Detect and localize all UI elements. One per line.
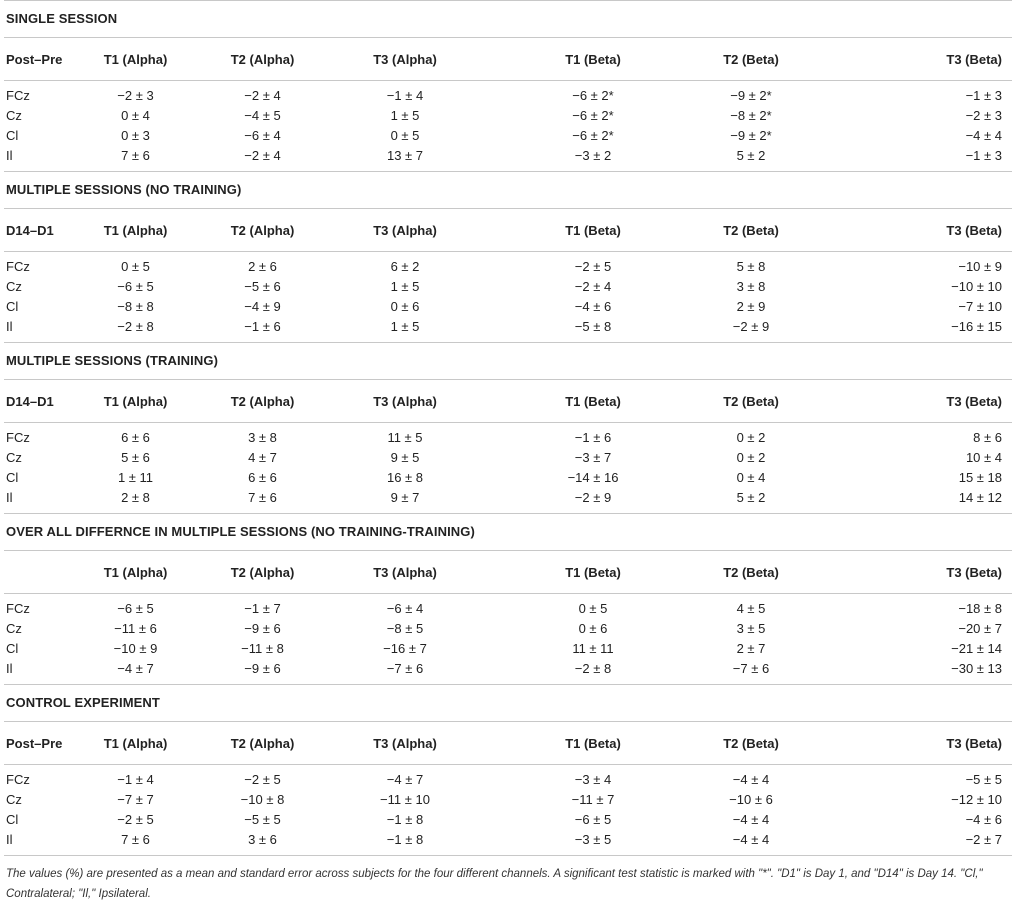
column-header: T1 (Beta)	[565, 393, 621, 409]
column-header: T1 (Alpha)	[103, 51, 168, 67]
table-body	[4, 252, 1012, 342]
table-body	[4, 765, 1012, 855]
table-cell: −18 ± 8	[958, 601, 1002, 616]
table-cell: −6 ± 5	[574, 812, 612, 827]
table-row	[4, 277, 1012, 297]
channel-label: Cl	[6, 470, 19, 485]
section-title: SINGLE SESSION	[6, 11, 118, 26]
table-row	[4, 468, 1012, 488]
column-header-row	[4, 380, 1012, 422]
section-title: OVER ALL DIFFERNCE IN MULTIPLE SESSIONS (NO TRAINING-TRAINING)	[6, 524, 475, 539]
column-header: T3 (Beta)	[946, 51, 1002, 67]
table-row	[4, 86, 1012, 106]
column-header: T2 (Beta)	[723, 564, 779, 580]
table-cell: −7 ± 7	[117, 792, 154, 807]
table-cell: 7 ± 6	[121, 148, 150, 163]
table-cell: −6 ± 5	[117, 601, 154, 616]
table-cell: 0 ± 6	[390, 299, 420, 314]
table-cell: 11 ± 5	[387, 430, 423, 445]
table-cell: −10 ± 10	[951, 279, 1002, 294]
table-cell: −1 ± 3	[965, 148, 1002, 163]
column-header: T2 (Beta)	[723, 735, 779, 751]
table-cell: −2 ± 5	[244, 772, 281, 787]
table-cell: 0 ± 3	[121, 128, 150, 143]
table-sections	[4, 0, 1012, 856]
column-header: T2 (Beta)	[723, 393, 779, 409]
table-cell: 5 ± 6	[121, 450, 150, 465]
table-cell: −11 ± 7	[571, 792, 615, 807]
column-header: T3 (Alpha)	[373, 393, 437, 409]
channel-label: Cl	[6, 128, 19, 143]
table-cell: −1 ± 8	[386, 812, 424, 827]
column-header: T3 (Alpha)	[373, 735, 437, 751]
column-header: Post–Pre	[6, 51, 63, 67]
channel-label: FCz	[6, 430, 30, 445]
table-cell: 1 ± 5	[390, 108, 420, 123]
table-cell: −2 ± 9	[732, 319, 770, 334]
channel-label: Cl	[6, 812, 19, 827]
table-cell: 0 ± 6	[578, 621, 608, 636]
channel-label: FCz	[6, 88, 30, 103]
table-cell: −9 ± 2*	[730, 88, 772, 103]
column-header-row	[4, 38, 1012, 80]
column-header: T3 (Alpha)	[373, 564, 437, 580]
table-cell: −5 ± 5	[244, 812, 281, 827]
table-cell: 14 ± 12	[958, 490, 1002, 505]
table-cell: −10 ± 9	[958, 259, 1002, 274]
column-header: T1 (Alpha)	[103, 564, 168, 580]
table-cell: −30 ± 13	[951, 661, 1002, 676]
table-cell: −4 ± 7	[386, 772, 424, 787]
channel-label: Cz	[6, 279, 22, 294]
column-header: T3 (Beta)	[946, 564, 1002, 580]
table-cell: −4 ± 6	[965, 812, 1002, 827]
table-cell: 1 ± 5	[390, 279, 420, 294]
table-cell: −2 ± 7	[965, 832, 1002, 847]
column-header: T1 (Beta)	[565, 735, 621, 751]
column-header: T2 (Beta)	[723, 51, 779, 67]
table-cell: −3 ± 2	[574, 148, 612, 163]
table-cell: −8 ± 5	[386, 621, 424, 636]
table-cell: −2 ± 4	[574, 279, 612, 294]
table-cell: −6 ± 4	[386, 601, 424, 616]
table-cell: −10 ± 8	[240, 792, 285, 807]
table-cell: −1 ± 7	[244, 601, 281, 616]
channel-label: Cz	[6, 108, 22, 123]
table-cell: 4 ± 5	[736, 601, 766, 616]
table-cell: −7 ± 10	[958, 299, 1002, 314]
table-section	[4, 0, 1012, 171]
table-cell: −14 ± 16	[567, 470, 619, 485]
column-header: T1 (Alpha)	[103, 393, 168, 409]
table-cell: 5 ± 8	[736, 259, 766, 274]
column-header: T2 (Alpha)	[230, 564, 295, 580]
table-cell: −3 ± 7	[574, 450, 612, 465]
table-cell: −8 ± 8	[117, 299, 154, 314]
channel-label: Cl	[6, 299, 19, 314]
table-cell: 16 ± 8	[386, 470, 424, 485]
table-cell: 6 ± 6	[121, 430, 150, 445]
table-cell: 3 ± 8	[736, 279, 766, 294]
column-header-row	[4, 209, 1012, 251]
table-cell: −4 ± 4	[732, 812, 770, 827]
channel-label: Il	[6, 490, 13, 505]
table-cell: −16 ± 7	[383, 641, 427, 656]
table-cell: −9 ± 6	[244, 621, 281, 636]
table-cell: −5 ± 5	[965, 772, 1002, 787]
table-cell: −4 ± 4	[732, 832, 770, 847]
table-row	[4, 790, 1012, 810]
column-header: T1 (Beta)	[565, 564, 621, 580]
table-cell: −4 ± 6	[574, 299, 612, 314]
table-body	[4, 594, 1012, 684]
table-cell: 11 ± 11	[572, 641, 614, 656]
table-cell: −2 ± 4	[244, 88, 281, 103]
table-cell: 2 ± 6	[248, 259, 277, 274]
column-header: D14–D1	[6, 393, 54, 409]
table-section	[4, 171, 1012, 342]
table-cell: 6 ± 6	[248, 470, 277, 485]
table-cell: 0 ± 5	[121, 259, 150, 274]
column-header-row	[4, 722, 1012, 764]
table-cell: −4 ± 9	[244, 299, 281, 314]
column-header: T3 (Beta)	[946, 735, 1002, 751]
table-cell: 2 ± 7	[736, 641, 766, 656]
column-header: D14–D1	[6, 222, 54, 238]
table-cell: −11 ± 6	[114, 621, 157, 636]
table-cell: −7 ± 6	[732, 661, 770, 676]
table-cell: −4 ± 5	[244, 108, 281, 123]
column-header: T2 (Alpha)	[230, 393, 295, 409]
column-header: T2 (Alpha)	[230, 222, 295, 238]
table-cell: −10 ± 6	[729, 792, 773, 807]
table-body	[4, 81, 1012, 171]
table-cell: −1 ± 3	[965, 88, 1002, 103]
table-cell: 6 ± 2	[390, 259, 420, 274]
table-cell: −5 ± 8	[574, 319, 612, 334]
table-cell: 5 ± 2	[736, 490, 766, 505]
table-row	[4, 448, 1012, 468]
table-row	[4, 106, 1012, 126]
table-cell: −8 ± 2*	[730, 108, 772, 123]
results-table	[4, 0, 1012, 904]
table-cell: −1 ± 4	[386, 88, 424, 103]
table-cell: 0 ± 5	[390, 128, 420, 143]
table-row	[4, 659, 1012, 679]
column-header: T2 (Beta)	[723, 222, 779, 238]
table-cell: −3 ± 4	[574, 772, 612, 787]
table-cell: −11 ± 8	[241, 641, 284, 656]
table-row	[4, 126, 1012, 146]
table-cell: −2 ± 4	[244, 148, 281, 163]
table-cell: −6 ± 2*	[572, 128, 614, 143]
table-cell: 7 ± 6	[248, 490, 277, 505]
table-row	[4, 599, 1012, 619]
table-cell: 2 ± 8	[121, 490, 150, 505]
table-cell: −1 ± 8	[386, 832, 424, 847]
table-cell: −6 ± 2*	[572, 108, 614, 123]
channel-label: FCz	[6, 772, 30, 787]
table-cell: −4 ± 4	[732, 772, 770, 787]
table-cell: 13 ± 7	[386, 148, 424, 163]
table-cell: −9 ± 6	[244, 661, 281, 676]
table-cell: −6 ± 5	[117, 279, 154, 294]
channel-label: Il	[6, 832, 13, 847]
table-cell: 8 ± 6	[973, 430, 1002, 445]
table-cell: −4 ± 7	[117, 661, 154, 676]
table-cell: 0 ± 5	[578, 601, 608, 616]
table-cell: −2 ± 9	[574, 490, 612, 505]
table-cell: −3 ± 5	[574, 832, 612, 847]
column-header: T1 (Beta)	[565, 51, 621, 67]
table-cell: 0 ± 2	[736, 430, 766, 445]
table-cell: −1 ± 6	[574, 430, 612, 445]
table-cell: −10 ± 9	[113, 641, 158, 656]
table-cell: −5 ± 6	[244, 279, 281, 294]
table-cell: 4 ± 7	[248, 450, 277, 465]
table-cell: 2 ± 9	[736, 299, 766, 314]
table-section	[4, 342, 1012, 513]
table-row	[4, 770, 1012, 790]
table-section	[4, 513, 1012, 684]
section-title: MULTIPLE SESSIONS (NO TRAINING)	[6, 182, 242, 197]
column-header: T3 (Beta)	[946, 393, 1002, 409]
table-row	[4, 146, 1012, 166]
table-cell: −21 ± 14	[951, 641, 1002, 656]
table-cell: 10 ± 4	[965, 450, 1002, 465]
table-section	[4, 684, 1012, 855]
channel-label: Il	[6, 661, 13, 676]
table-cell: −7 ± 6	[386, 661, 424, 676]
column-header: T1 (Alpha)	[103, 222, 168, 238]
table-cell: 3 ± 6	[248, 832, 277, 847]
channel-label: FCz	[6, 601, 30, 616]
section-title: MULTIPLE SESSIONS (TRAINING)	[6, 353, 219, 368]
table-cell: 0 ± 4	[736, 470, 766, 485]
table-cell: −20 ± 7	[958, 621, 1002, 636]
table-cell: −1 ± 4	[117, 772, 154, 787]
table-row	[4, 810, 1012, 830]
table-row	[4, 317, 1012, 337]
channel-label: Cz	[6, 450, 22, 465]
table-body	[4, 423, 1012, 513]
table-cell: −2 ± 8	[574, 661, 612, 676]
table-cell: 5 ± 2	[736, 148, 766, 163]
table-row	[4, 297, 1012, 317]
table-cell: −2 ± 3	[965, 108, 1002, 123]
table-cell: −16 ± 15	[951, 319, 1002, 334]
channel-label: Il	[6, 319, 13, 334]
column-header: T1 (Alpha)	[103, 735, 168, 751]
column-header: T1 (Beta)	[565, 222, 621, 238]
table-cell: −2 ± 3	[117, 88, 154, 103]
channel-label: FCz	[6, 259, 30, 274]
channel-label: Cl	[6, 641, 19, 656]
column-header: T3 (Beta)	[946, 222, 1002, 238]
table-cell: 1 ± 11	[117, 470, 154, 485]
table-row	[4, 639, 1012, 659]
table-row	[4, 830, 1012, 850]
section-title: CONTROL EXPERIMENT	[6, 695, 160, 710]
channel-label: Il	[6, 148, 13, 163]
column-header: T3 (Alpha)	[373, 51, 437, 67]
table-footnote: The values (%) are presented as a mean and standard error across subjects for the four different channels. A significant test statistic is marked with "*". "D1" is Day 1, and "D14" is Day 14. "Cl," Contralateral; "Il," Ipsilateral.	[6, 868, 983, 900]
column-header: T3 (Alpha)	[373, 222, 437, 238]
table-cell: 1 ± 5	[390, 319, 420, 334]
table-cell: 0 ± 4	[121, 108, 150, 123]
table-row	[4, 428, 1012, 448]
table-cell: −6 ± 4	[244, 128, 281, 143]
table-cell: −1 ± 6	[244, 319, 281, 334]
channel-label: Cz	[6, 621, 22, 636]
table-cell: −9 ± 2*	[730, 128, 772, 143]
column-header: T2 (Alpha)	[230, 51, 295, 67]
table-cell: 0 ± 2	[736, 450, 766, 465]
table-cell: 9 ± 5	[390, 450, 420, 465]
table-cell: −2 ± 5	[117, 812, 154, 827]
table-row	[4, 488, 1012, 508]
table-cell: 9 ± 7	[390, 490, 420, 505]
channel-label: Cz	[6, 792, 22, 807]
table-cell: −6 ± 2*	[572, 88, 614, 103]
table-cell: −12 ± 10	[951, 792, 1002, 807]
table-row	[4, 619, 1012, 639]
column-header-row	[4, 551, 1012, 593]
table-cell: 3 ± 5	[736, 621, 766, 636]
table-cell: −2 ± 5	[574, 259, 612, 274]
table-cell: 7 ± 6	[121, 832, 150, 847]
table-cell: 15 ± 18	[958, 470, 1002, 485]
table-cell: 3 ± 8	[248, 430, 277, 445]
table-cell: −4 ± 4	[965, 128, 1002, 143]
column-header: Post–Pre	[6, 735, 63, 751]
table-cell: −2 ± 8	[117, 319, 154, 334]
table-row	[4, 257, 1012, 277]
column-header: T2 (Alpha)	[230, 735, 295, 751]
table-cell: −11 ± 10	[380, 792, 430, 807]
